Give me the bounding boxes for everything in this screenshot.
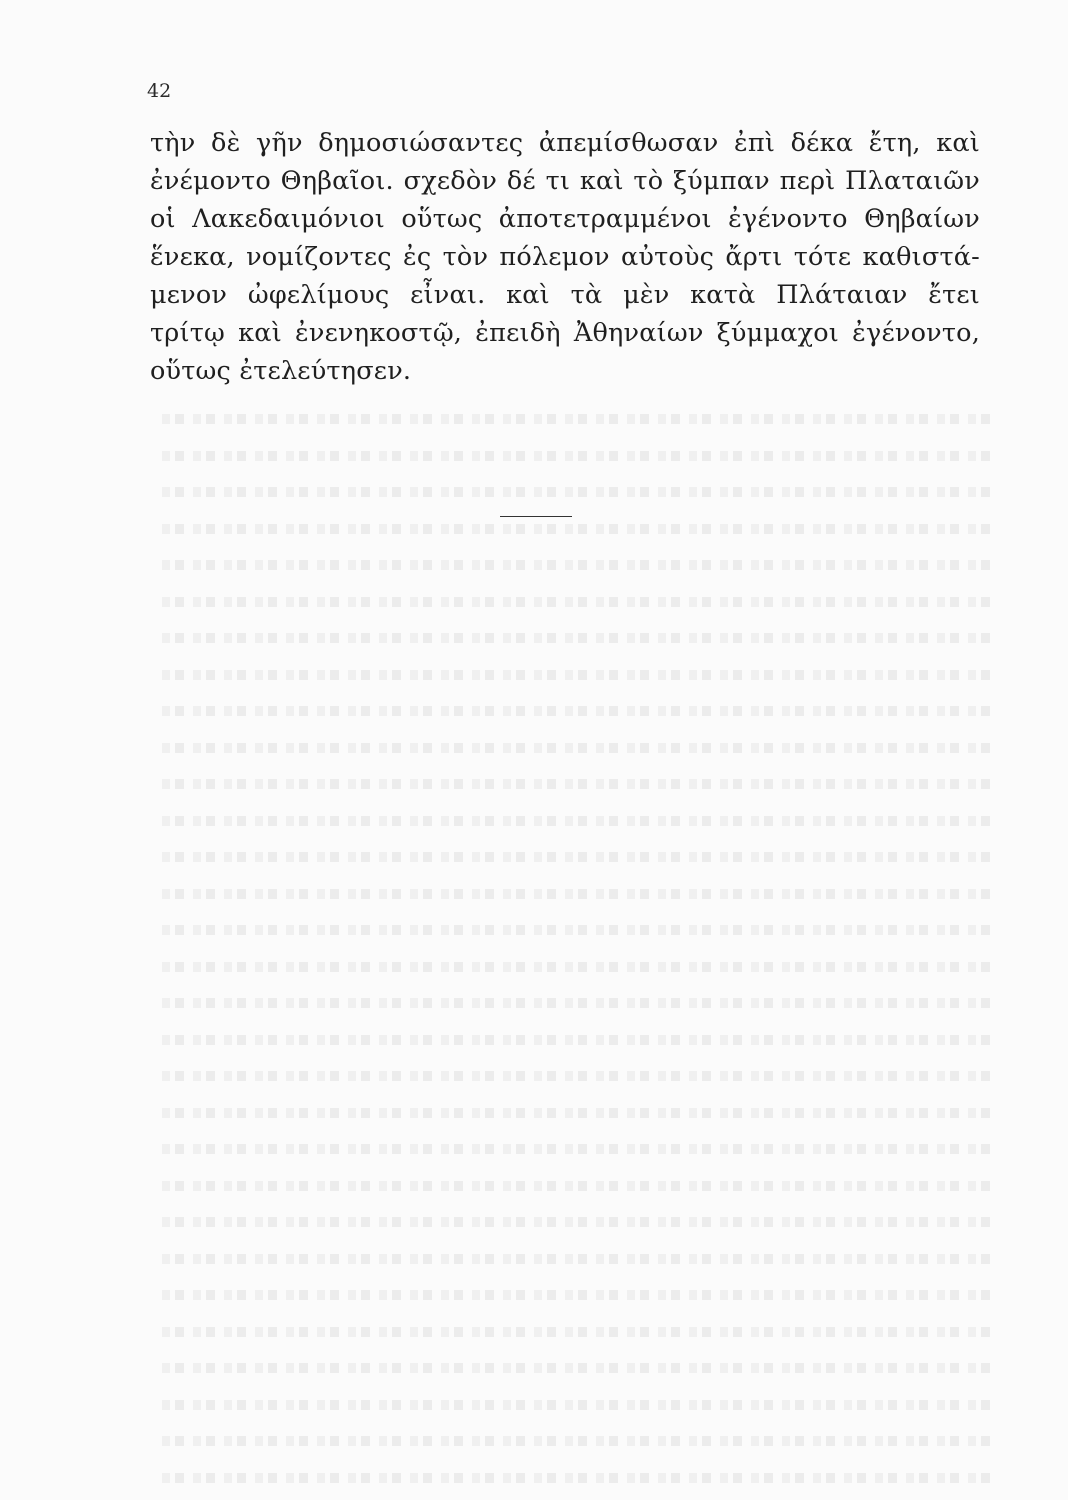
text-line: μενον ὠφελίμους εἶναι. καὶ τὰ μὲν κατὰ Πλάταιαν ἔτει	[150, 280, 980, 310]
text-line: ἐνέμοντο Θηβαῖοι. σχεδὸν δέ τι καὶ τὸ ξύμπαν περὶ Πλαταιῶν	[150, 166, 980, 196]
show-through-background	[160, 400, 990, 1495]
text-line: οὕτως ἐτελεύτησεν.	[150, 356, 412, 386]
section-divider	[500, 516, 572, 517]
text-line: τὴν δὲ γῆν δημοσιώσαντες ἀπεμίσθωσαν ἐπὶ δέκα ἔτη, καὶ	[150, 128, 980, 158]
page-number: 42	[147, 80, 172, 102]
text-line: ἕνεκα, νομίζοντες ἐς τὸν πόλεμον αὐτοὺς ἄρτι τότε καθιστά-	[150, 242, 980, 272]
text-line: οἱ Λακεδαιμόνιοι οὕτως ἀποτετραμμένοι ἐγένοντο Θηβαίων	[150, 204, 980, 234]
text-line: τρίτῳ καὶ ἐνενηκοστῷ, ἐπειδὴ Ἀθηναίων ξύμμαχοι ἐγένοντο,	[150, 318, 980, 348]
body-text	[150, 124, 980, 390]
